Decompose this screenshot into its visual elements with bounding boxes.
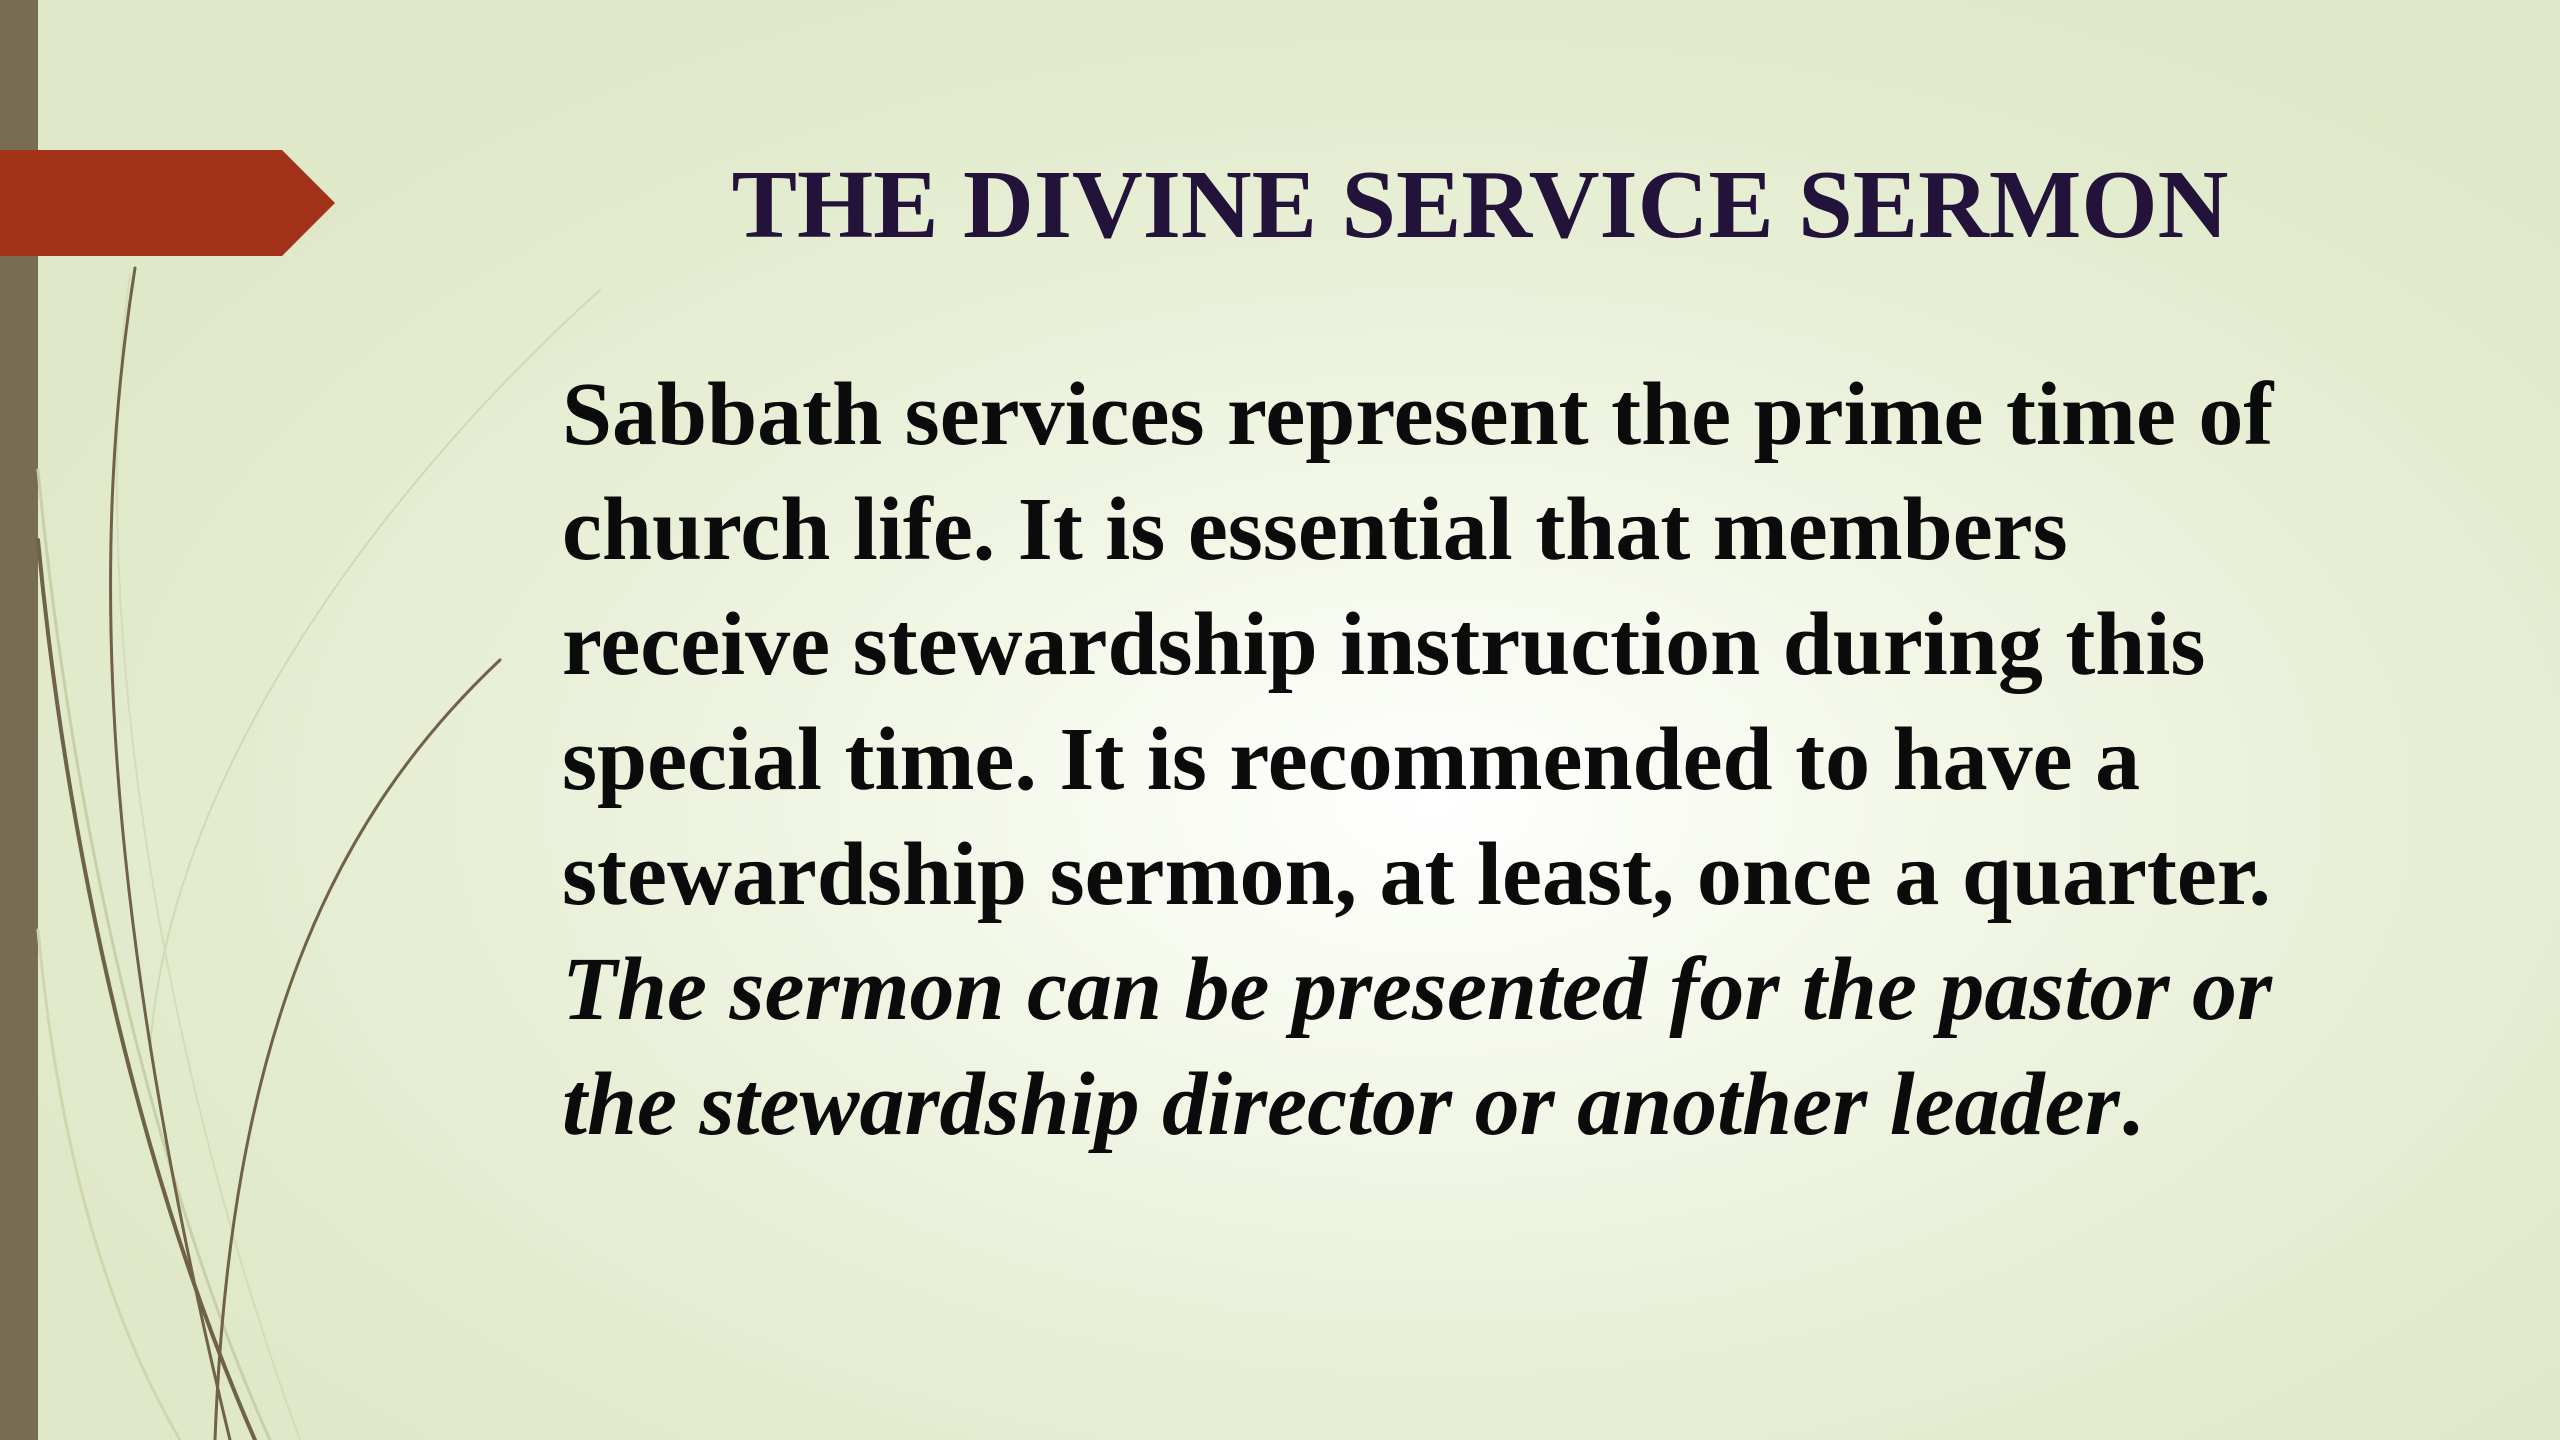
body-line-4: special time. It is recommended to have a	[562, 710, 2141, 809]
body-line-3: receive stewardship instruction during this	[562, 595, 2206, 694]
slide-body-text	[562, 357, 2442, 1162]
italic-line-1	[562, 932, 2442, 1047]
closing-period: .	[2119, 1055, 2143, 1154]
slide-title: THE DIVINE SERVICE SERMON	[731, 151, 2229, 259]
italic-line-2	[562, 1047, 2442, 1162]
body-line-2: church life. It is essential that members	[562, 480, 2068, 579]
italic-text-1: The sermon can be presented for the pastor or	[562, 940, 2272, 1039]
body-line-1: Sabbath services represent the prime time of	[562, 365, 2274, 464]
title-arrow-shape	[0, 150, 335, 256]
italic-text-2: the stewardship director or another leader	[562, 1055, 2120, 1154]
body-line-5: stewardship sermon, at least, once a quarter.	[562, 825, 2272, 924]
